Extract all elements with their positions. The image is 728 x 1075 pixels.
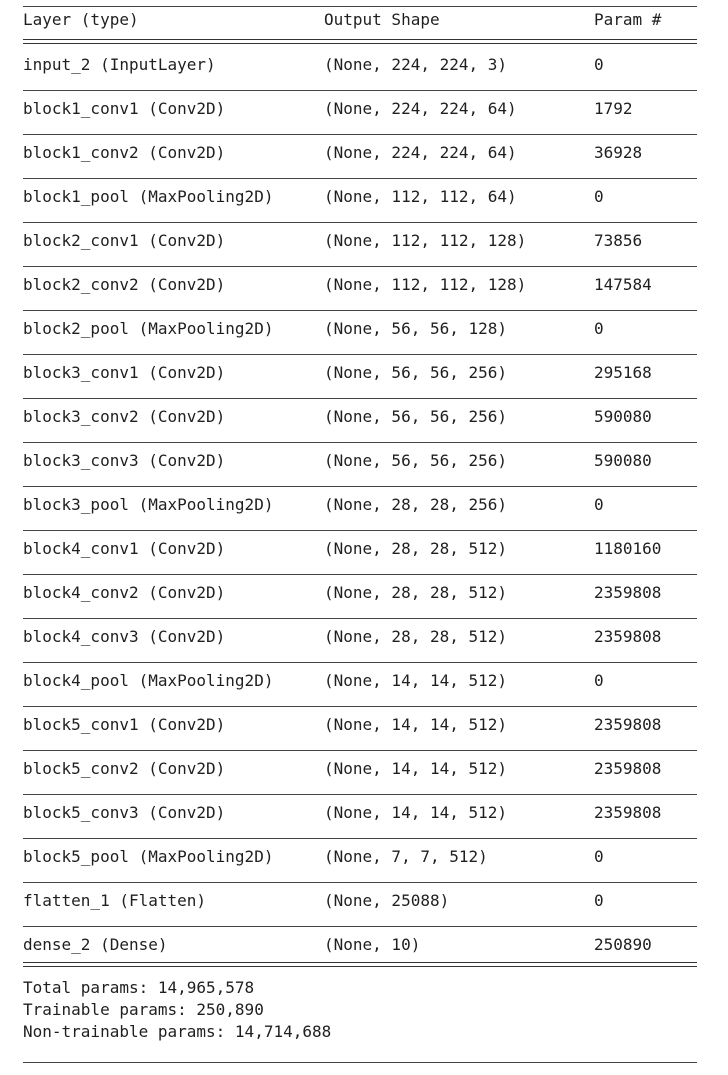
layer-name: block4_conv2 (Conv2D)	[23, 583, 226, 602]
layer-name: block3_pool (MaxPooling2D)	[23, 495, 274, 514]
row-separator	[23, 398, 697, 399]
table-row	[23, 186, 699, 230]
layer-rows	[23, 54, 699, 978]
param-count: 2359808	[594, 583, 662, 602]
param-count: 2359808	[594, 759, 662, 778]
output-shape: (None, 224, 224, 64)	[324, 143, 517, 162]
table-row	[23, 846, 699, 890]
table-row	[23, 142, 699, 186]
output-shape: (None, 14, 14, 512)	[324, 803, 508, 822]
row-separator	[23, 178, 697, 179]
row-separator	[23, 750, 697, 751]
layer-name: block5_pool (MaxPooling2D)	[23, 847, 274, 866]
output-shape: (None, 28, 28, 256)	[324, 495, 508, 514]
row-separator	[23, 618, 697, 619]
output-shape: (None, 14, 14, 512)	[324, 671, 508, 690]
output-shape: (None, 28, 28, 512)	[324, 627, 508, 646]
layer-name: block3_conv2 (Conv2D)	[23, 407, 226, 426]
header-param-count: Param #	[594, 10, 662, 29]
output-shape: (None, 25088)	[324, 891, 450, 910]
row-separator	[23, 838, 697, 839]
row-separator	[23, 90, 697, 91]
table-row	[23, 362, 699, 406]
param-count: 73856	[594, 231, 643, 250]
table-row	[23, 670, 699, 714]
param-count: 0	[594, 495, 604, 514]
trainable-params: Trainable params: 250,890	[23, 1000, 264, 1019]
param-count: 590080	[594, 451, 652, 470]
table-row	[23, 538, 699, 582]
row-separator	[23, 310, 697, 311]
layer-name: input_2 (InputLayer)	[23, 55, 216, 74]
row-separator	[23, 266, 697, 267]
param-totals	[23, 977, 699, 1043]
header-double-rule	[23, 39, 697, 44]
table-header	[23, 9, 699, 33]
layer-name: block2_pool (MaxPooling2D)	[23, 319, 274, 338]
top-rule	[23, 6, 697, 7]
param-count: 2359808	[594, 715, 662, 734]
row-separator	[23, 662, 697, 663]
table-row	[23, 230, 699, 274]
table-row	[23, 626, 699, 670]
layer-name: block5_conv2 (Conv2D)	[23, 759, 226, 778]
layer-name: block4_pool (MaxPooling2D)	[23, 671, 274, 690]
output-shape: (None, 224, 224, 64)	[324, 99, 517, 118]
row-separator	[23, 222, 697, 223]
layer-name: block1_pool (MaxPooling2D)	[23, 187, 274, 206]
param-count: 0	[594, 319, 604, 338]
row-separator	[23, 134, 697, 135]
output-shape: (None, 112, 112, 128)	[324, 275, 527, 294]
param-count: 0	[594, 847, 604, 866]
table-row	[23, 758, 699, 802]
param-count: 0	[594, 891, 604, 910]
row-separator	[23, 926, 697, 927]
table-row	[23, 318, 699, 362]
row-separator	[23, 574, 697, 575]
table-row	[23, 934, 699, 978]
output-shape: (None, 28, 28, 512)	[324, 583, 508, 602]
layer-name: block4_conv1 (Conv2D)	[23, 539, 226, 558]
layer-name: block1_conv1 (Conv2D)	[23, 99, 226, 118]
param-count: 250890	[594, 935, 652, 954]
non-trainable-params: Non-trainable params: 14,714,688	[23, 1022, 332, 1041]
output-shape: (None, 56, 56, 256)	[324, 407, 508, 426]
output-shape: (None, 112, 112, 64)	[324, 187, 517, 206]
output-shape: (None, 56, 56, 128)	[324, 319, 508, 338]
param-count: 2359808	[594, 627, 662, 646]
param-count: 0	[594, 671, 604, 690]
row-separator	[23, 530, 697, 531]
total-params: Total params: 14,965,578	[23, 978, 255, 997]
output-shape: (None, 14, 14, 512)	[324, 759, 508, 778]
layer-name: block1_conv2 (Conv2D)	[23, 143, 226, 162]
output-shape: (None, 224, 224, 3)	[324, 55, 508, 74]
output-shape: (None, 112, 112, 128)	[324, 231, 527, 250]
layer-name: dense_2 (Dense)	[23, 935, 168, 954]
footer-double-rule	[23, 962, 697, 967]
param-count: 0	[594, 55, 604, 74]
row-separator	[23, 706, 697, 707]
layer-name: flatten_1 (Flatten)	[23, 891, 207, 910]
table-row	[23, 274, 699, 318]
row-separator	[23, 442, 697, 443]
table-row	[23, 582, 699, 626]
table-row	[23, 714, 699, 758]
layer-name: block3_conv1 (Conv2D)	[23, 363, 226, 382]
header-layer: Layer (type)	[23, 10, 139, 29]
param-count: 590080	[594, 407, 652, 426]
param-count: 0	[594, 187, 604, 206]
param-count: 147584	[594, 275, 652, 294]
table-row	[23, 98, 699, 142]
layer-name: block2_conv1 (Conv2D)	[23, 231, 226, 250]
table-row	[23, 450, 699, 494]
output-shape: (None, 14, 14, 512)	[324, 715, 508, 734]
output-shape: (None, 56, 56, 256)	[324, 451, 508, 470]
bottom-rule	[23, 1062, 697, 1063]
table-row	[23, 890, 699, 934]
layer-name: block5_conv3 (Conv2D)	[23, 803, 226, 822]
row-separator	[23, 794, 697, 795]
param-count: 1180160	[594, 539, 662, 558]
param-count: 1792	[594, 99, 633, 118]
layer-name: block4_conv3 (Conv2D)	[23, 627, 226, 646]
layer-name: block3_conv3 (Conv2D)	[23, 451, 226, 470]
output-shape: (None, 7, 7, 512)	[324, 847, 488, 866]
param-count: 295168	[594, 363, 652, 382]
row-separator	[23, 486, 697, 487]
row-separator	[23, 354, 697, 355]
header-output-shape: Output Shape	[324, 10, 440, 29]
table-row	[23, 494, 699, 538]
table-row	[23, 54, 699, 98]
row-separator	[23, 882, 697, 883]
table-row	[23, 802, 699, 846]
output-shape: (None, 10)	[324, 935, 421, 954]
param-count: 36928	[594, 143, 643, 162]
layer-name: block2_conv2 (Conv2D)	[23, 275, 226, 294]
param-count: 2359808	[594, 803, 662, 822]
table-row	[23, 406, 699, 450]
layer-name: block5_conv1 (Conv2D)	[23, 715, 226, 734]
output-shape: (None, 56, 56, 256)	[324, 363, 508, 382]
output-shape: (None, 28, 28, 512)	[324, 539, 508, 558]
